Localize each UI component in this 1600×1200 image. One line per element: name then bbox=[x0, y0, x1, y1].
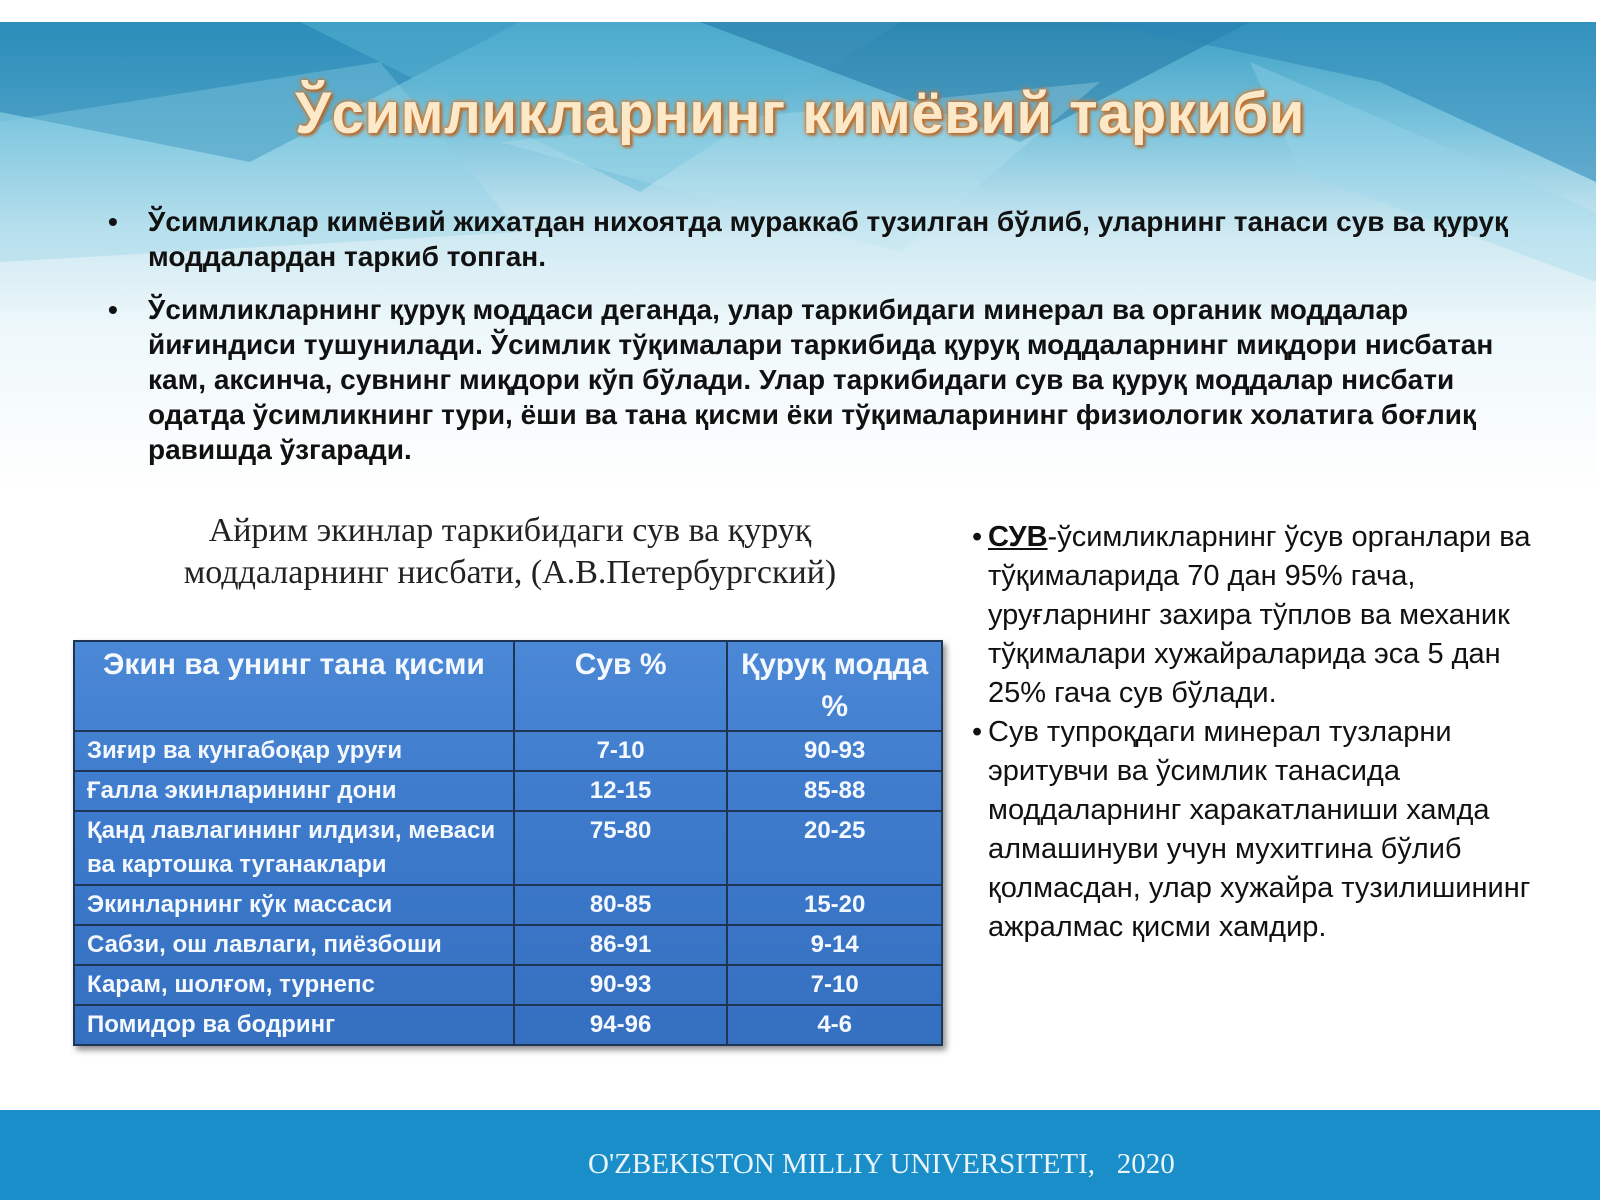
column-header-water: Сув % bbox=[514, 641, 727, 731]
water-cell: 86-91 bbox=[514, 925, 727, 965]
water-cell: 7-10 bbox=[514, 731, 727, 771]
water-cell: 75-80 bbox=[514, 811, 727, 885]
table-row bbox=[74, 965, 942, 1005]
bullet-text: Ўсимликларнинг қуруқ моддаси деганда, улар таркибидаги минерал ва органик моддалар йиғиндиси тушунилади. Ўсимлик тўқималари таркибида қуруқ моддаларнинг миқдори нисбатан кам, аксинча, сувнинг миқдори кўп бўлади. Улар таркибидаги сув ва қуруқ моддалар нисбати одатда ўсимликнинг тури, ёши ва тана қисми ёки тўқималарининг физиологик холатига боғлиқ равишда ўзгаради. bbox=[148, 294, 1494, 465]
crop-cell: Қанд лавлагининг илдизи, меваси ва картошка туганаклари bbox=[74, 811, 514, 885]
bullet-marker: • bbox=[108, 294, 118, 325]
bullet-marker: • bbox=[972, 521, 983, 553]
table-caption-line: Айрим экинлар таркибидаги сув ва қуруқ bbox=[208, 512, 812, 549]
table-header-row bbox=[74, 641, 942, 731]
note-keyword: СУВ bbox=[988, 521, 1048, 553]
table-row bbox=[74, 811, 942, 885]
footer-band bbox=[0, 1110, 1600, 1200]
note-item bbox=[972, 713, 1532, 947]
dry-matter-cell: 90-93 bbox=[727, 731, 942, 771]
table-row bbox=[74, 771, 942, 811]
table-caption bbox=[80, 510, 940, 594]
water-cell: 12-15 bbox=[514, 771, 727, 811]
footer-text: O'ZBEKISTON MILLIY UNIVERSITETI, 2020 bbox=[588, 1148, 1175, 1180]
crop-cell: Ғалла экинларининг дони bbox=[74, 771, 514, 811]
table-row bbox=[74, 925, 942, 965]
crop-cell: Карам, шолғом, турнепс bbox=[74, 965, 514, 1005]
crop-cell: Сабзи, ош лавлаги, пиёзбоши bbox=[74, 925, 514, 965]
slide bbox=[0, 22, 1596, 1200]
intro-bullet bbox=[108, 204, 1528, 274]
dry-matter-cell: 20-25 bbox=[727, 811, 942, 885]
table-row bbox=[74, 885, 942, 925]
dry-matter-cell: 85-88 bbox=[727, 771, 942, 811]
composition-table bbox=[73, 640, 943, 1046]
table-row bbox=[74, 1005, 942, 1045]
dry-matter-cell: 4-6 bbox=[727, 1005, 942, 1045]
crop-cell: Экинларнинг кўк массаси bbox=[74, 885, 514, 925]
slide-title: Ўсимликларнинг кимёвий таркиби bbox=[295, 81, 1305, 146]
bullet-text: Ўсимликлар кимёвий жихатдан нихоятда мураккаб тузилган бўлиб, уларнинг танаси сув ва қуруқ моддалардан таркиб топган. bbox=[148, 206, 1508, 272]
crop-cell: Помидор ва бодринг bbox=[74, 1005, 514, 1045]
water-cell: 94-96 bbox=[514, 1005, 727, 1045]
intro-bullet bbox=[108, 292, 1528, 467]
water-cell: 80-85 bbox=[514, 885, 727, 925]
table-caption-line: моддаларнинг нисбати, (А.В.Петербургский) bbox=[183, 554, 837, 591]
table-row bbox=[74, 731, 942, 771]
crop-cell: Зиғир ва кунгабоқар уруғи bbox=[74, 731, 514, 771]
note-text: Сув тупроқдаги минерал тузларни эритувчи ва ўсимлик танасида моддаларнинг харакатланиши хамда алмашинуви учун мухитгина бўлиб қолмасдан, улар хужайра тузилишининг ажралмас қисми хамдир. bbox=[988, 716, 1531, 943]
bullet-marker: • bbox=[972, 716, 983, 748]
dry-matter-cell: 15-20 bbox=[727, 885, 942, 925]
water-cell: 90-93 bbox=[514, 965, 727, 1005]
bullet-marker: • bbox=[108, 206, 118, 237]
column-header-dry-matter: Қуруқ модда % bbox=[727, 641, 942, 731]
note-item bbox=[972, 518, 1532, 713]
dry-matter-cell: 9-14 bbox=[727, 925, 942, 965]
dry-matter-cell: 7-10 bbox=[727, 965, 942, 1005]
notes-list bbox=[972, 518, 1532, 947]
intro-bullet-list bbox=[108, 204, 1528, 485]
column-header-crop: Экин ва унинг тана қисми bbox=[74, 641, 514, 731]
note-text: -ўсимликларнинг ўсув органлари ва тўқималарида 70 дан 95% гача, уруғларнинг захира тўплов ва механик тўқималари хужайраларида эса 5 дан 25% гача сув бўлади. bbox=[988, 521, 1531, 709]
